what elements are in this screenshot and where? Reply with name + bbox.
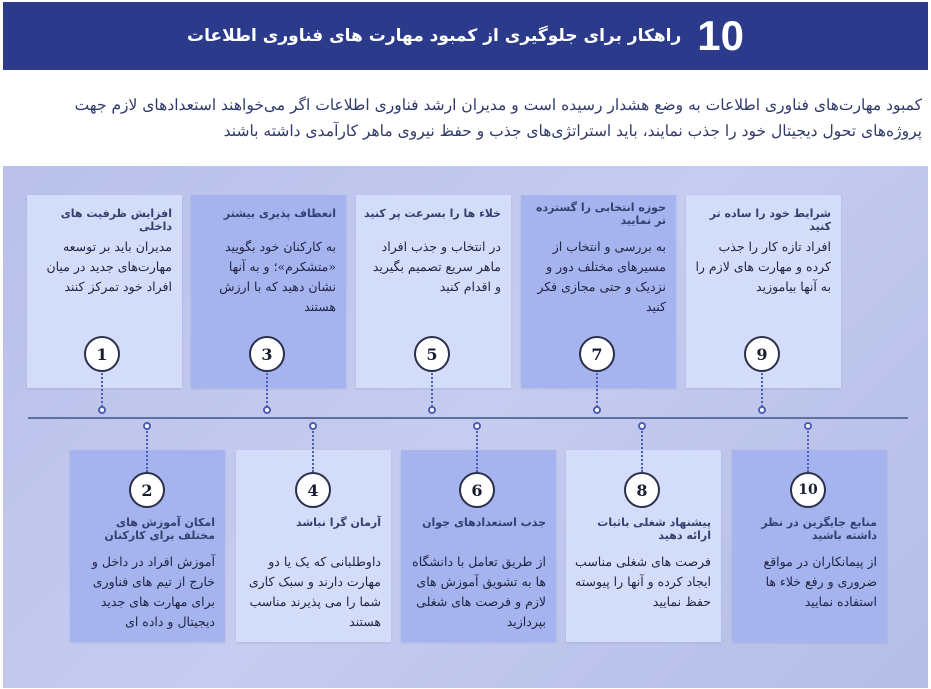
step-number-5: 5: [414, 336, 450, 372]
connector-6: [476, 428, 478, 472]
step-text: داوطلبانی که یک یا دو مهارت دارند و سبک کاری شما را می پذیرند مناسب هستند: [248, 554, 381, 629]
step-title: خلاء ها را بسرعت پر کنید: [364, 207, 501, 220]
step-number-4: 4: [295, 472, 331, 508]
step-number-7: 7: [579, 336, 615, 372]
step-title: حوزه انتخابی را گسترده تر نمایید: [535, 201, 666, 227]
connector-8: [641, 428, 643, 472]
timeline-pin-3: [263, 406, 271, 414]
timeline-pin-5: [428, 406, 436, 414]
step-text: آموزش افراد در داخل و خارج از تیم های فناوری برای مهارت های جدید دیجیتال و داده ای: [91, 554, 215, 629]
step-text: افراد تازه کار را جذب کرده و مهارت های لازم را به آنها بیاموزید: [695, 239, 831, 294]
step-number-6: 6: [459, 472, 495, 508]
step-number-2: 2: [129, 472, 165, 508]
timeline-pin-10: [804, 422, 812, 430]
timeline-pin-8: [638, 422, 646, 430]
step-number-1: 1: [84, 336, 120, 372]
step-number-8: 8: [624, 472, 660, 508]
timeline-pin-6: [473, 422, 481, 430]
step-title: آرمان گرا نباشد: [295, 516, 381, 529]
connector-10: [807, 428, 809, 472]
timeline-pin-7: [593, 406, 601, 414]
header-title: راهکار برای جلوگیری از کمبود مهارت های فناوری اطلاعات: [187, 26, 682, 46]
step-title: جذب استعدادهای جوان: [422, 516, 546, 529]
step-text: مدیران باید بر توسعه مهارت‌های جدید در میان افراد خود تمرکز کنند: [46, 239, 172, 294]
timeline-pin-1: [98, 406, 106, 414]
step-number-9: 9: [744, 336, 780, 372]
step-text: فرصت های شغلی مناسب ایجاد کرده و آنها را پیوسته حفظ نمایید: [575, 554, 711, 609]
timeline-pin-4: [309, 422, 317, 430]
step-text: از پیمانکاران در مواقع ضروری و رفع خلاء ها استفاده نمایید: [763, 554, 877, 609]
step-text: از طریق تعامل با دانشگاه ها به تشویق آموزش های لازم و فرصت های شغلی بپردازید: [412, 554, 546, 629]
step-title: منابع جایگزین در نظر داشته باشید: [761, 516, 877, 542]
step-text: در انتخاب و جذب افراد ماهر سریع تصمیم بگیرید و اقدام کنید: [372, 239, 501, 294]
step-text: به کارکنان خود بگویید «متشکرم»؛ و به آنها نشان دهید که با ارزش هستند: [219, 239, 336, 314]
step-text: به بررسی و انتخاب از مسیرهای مختلف دور و نزدیک و حتی مجازی فکر کنید: [537, 239, 666, 314]
connector-4: [312, 428, 314, 472]
step-title: انعطاف پذیری بیشتر: [223, 207, 336, 220]
step-title: امکان آموزش های مختلف برای کارکنان: [104, 516, 215, 542]
step-number-10: 10: [790, 472, 826, 508]
intro-paragraph: کمبود مهارت‌های فناوری اطلاعات به وضع هشدار رسیده است و مدیران ارشد فناوری اطلاعات اگر می‌خواهند استعدادهای لازم جهت پروژه‌های تحول دیجیتال خود را جذب نمایند، باید استراتژی‌های جذب و حفظ نیروی ماهر کارآمدی داشته باشند: [74, 96, 922, 140]
header-number: 10: [697, 12, 744, 59]
step-number-3: 3: [249, 336, 285, 372]
step-title: افزایش ظرفیت های داخلی: [60, 207, 172, 233]
step-title: شرایط خود را ساده تر کنید: [709, 207, 831, 233]
header-banner: [3, 2, 928, 70]
step-title: پیشنهاد شغلی باثبات ارائه دهید: [597, 516, 711, 542]
timeline-pin-9: [758, 406, 766, 414]
connector-2: [146, 428, 148, 472]
timeline-pin-2: [143, 422, 151, 430]
timeline-axis: [28, 417, 908, 419]
